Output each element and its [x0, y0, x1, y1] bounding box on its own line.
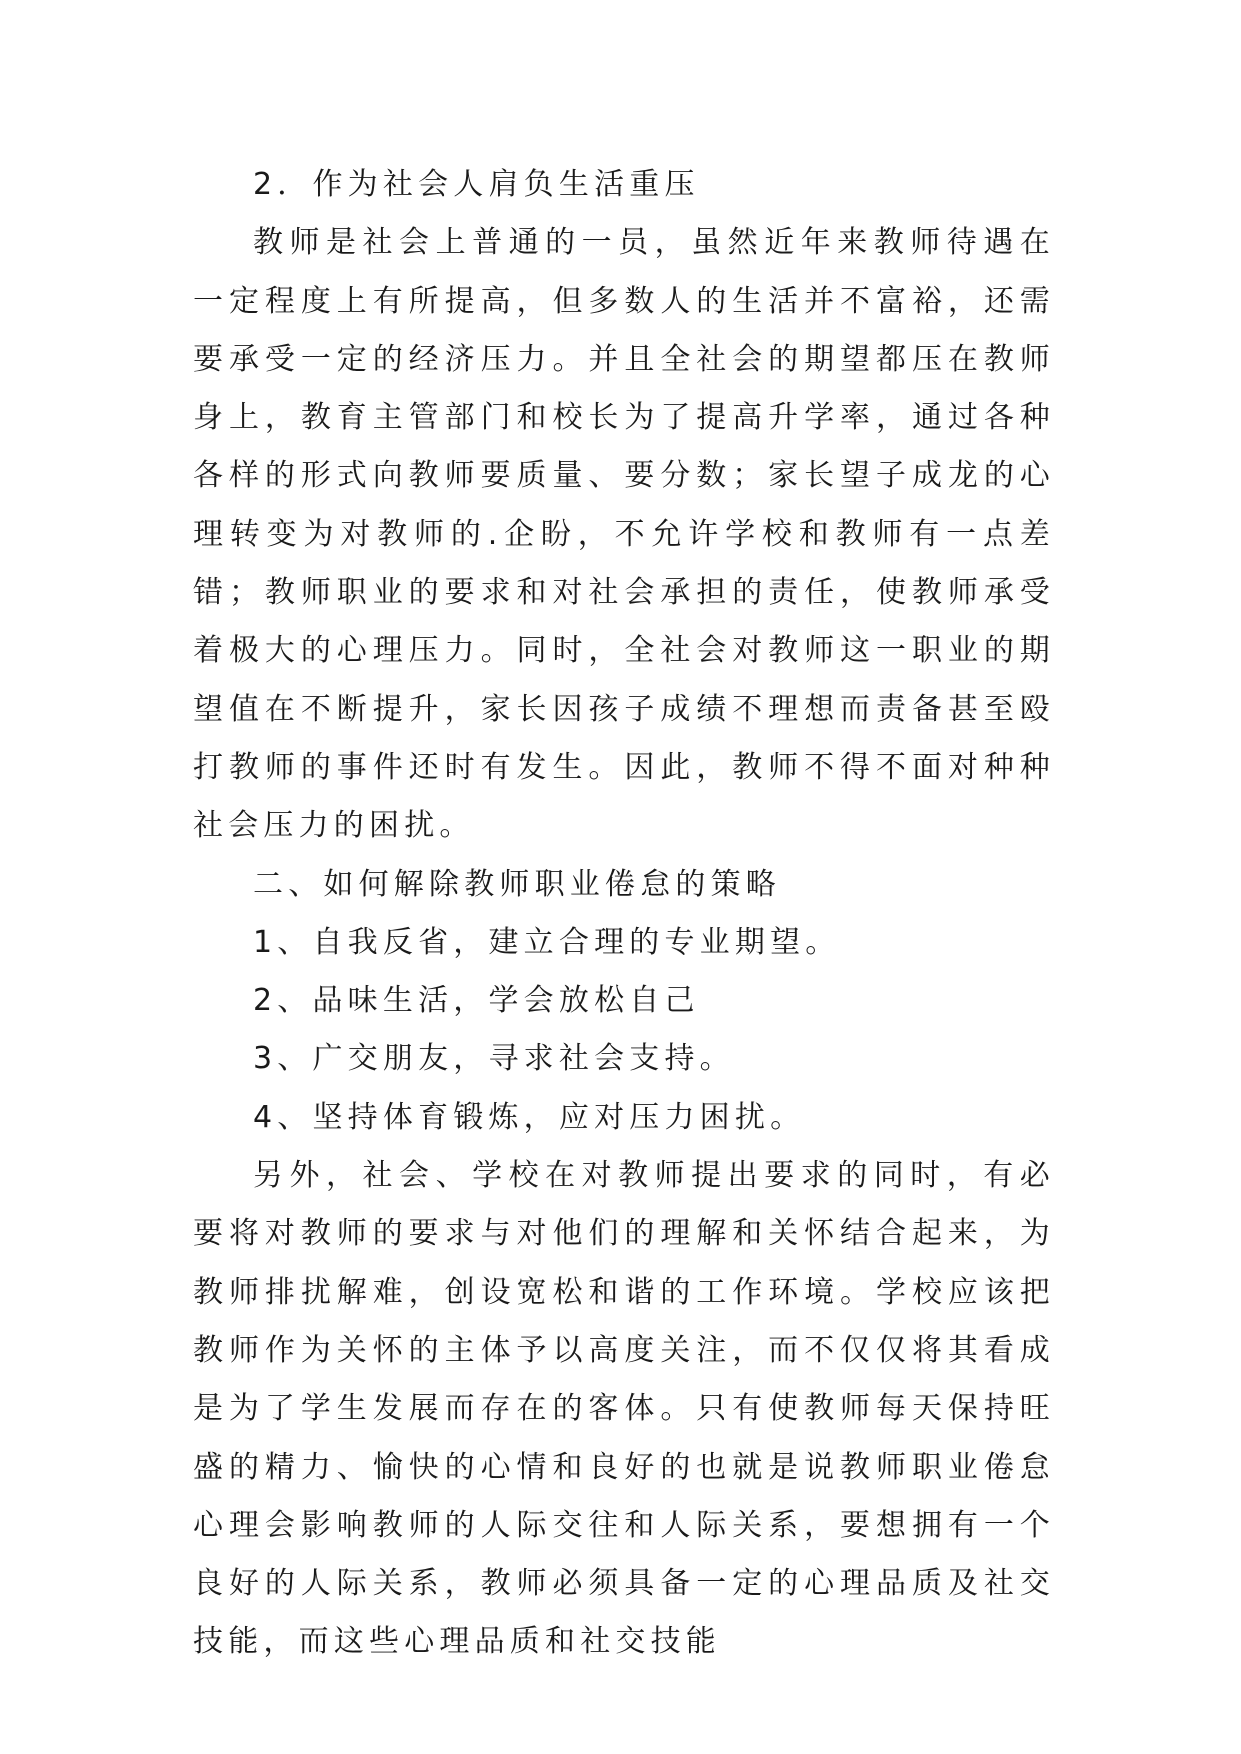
section-heading-strategies: 二、如何解除教师职业倦怠的策略	[253, 866, 781, 902]
list-item-strategy-3: 3、广交朋友，寻求社会支持。	[253, 1041, 735, 1077]
document-body	[193, 156, 1055, 1672]
paragraph-social-pressure: 教师是社会上普通的一员，虽然近年来教师待遇在一定程度上有所提高，但多数人的生活并不富裕，还需要承受一定的经济压力。并且全社会的期望都压在教师身上，教育主管部门和校长为了提高升学率，通过各种各样的形式向教师要质量、要分数；家长望子成龙的心理转变为对教师的.企盼，不允许学校和教师有一点差错；教师职业的要求和对社会承担的责任，使教师承受着极大的心理压力。同时，全社会对教师这一职业的期望值在不断提升，家长因孩子成绩不理想而责备甚至殴打教师的事件还时有发生。因此，教师不得不面对种种社会压力的困扰。	[193, 225, 1055, 844]
list-item-strategy-1: 1、自我反省，建立合理的专业期望。	[253, 924, 841, 960]
list-item-strategy-2: 2、品味生活，学会放松自己	[253, 983, 700, 1019]
list-item-strategy-4: 4、坚持体育锻炼，应对压力困扰。	[253, 1099, 806, 1135]
subheading-life-pressure: 2．作为社会人肩负生活重压	[253, 167, 700, 202]
paragraph-school-support: 另外，社会、学校在对教师提出要求的同时，有必要将对教师的要求与对他们的理解和关怀结合起来，为教师排扰解难，创设宽松和谐的工作环境。学校应该把教师作为关怀的主体予以高度关注，而不仅仅将其看成是为了学生发展而存在的客体。只有使教师每天保持旺盛的精力、愉快的心情和良好的也就是说教师职业倦怠心理会影响教师的人际交往和人际关系，要想拥有一个良好的人际关系，教师必须具备一定的心理品质及社交技能，而这些心理品质和社交技能	[193, 1158, 1055, 1660]
